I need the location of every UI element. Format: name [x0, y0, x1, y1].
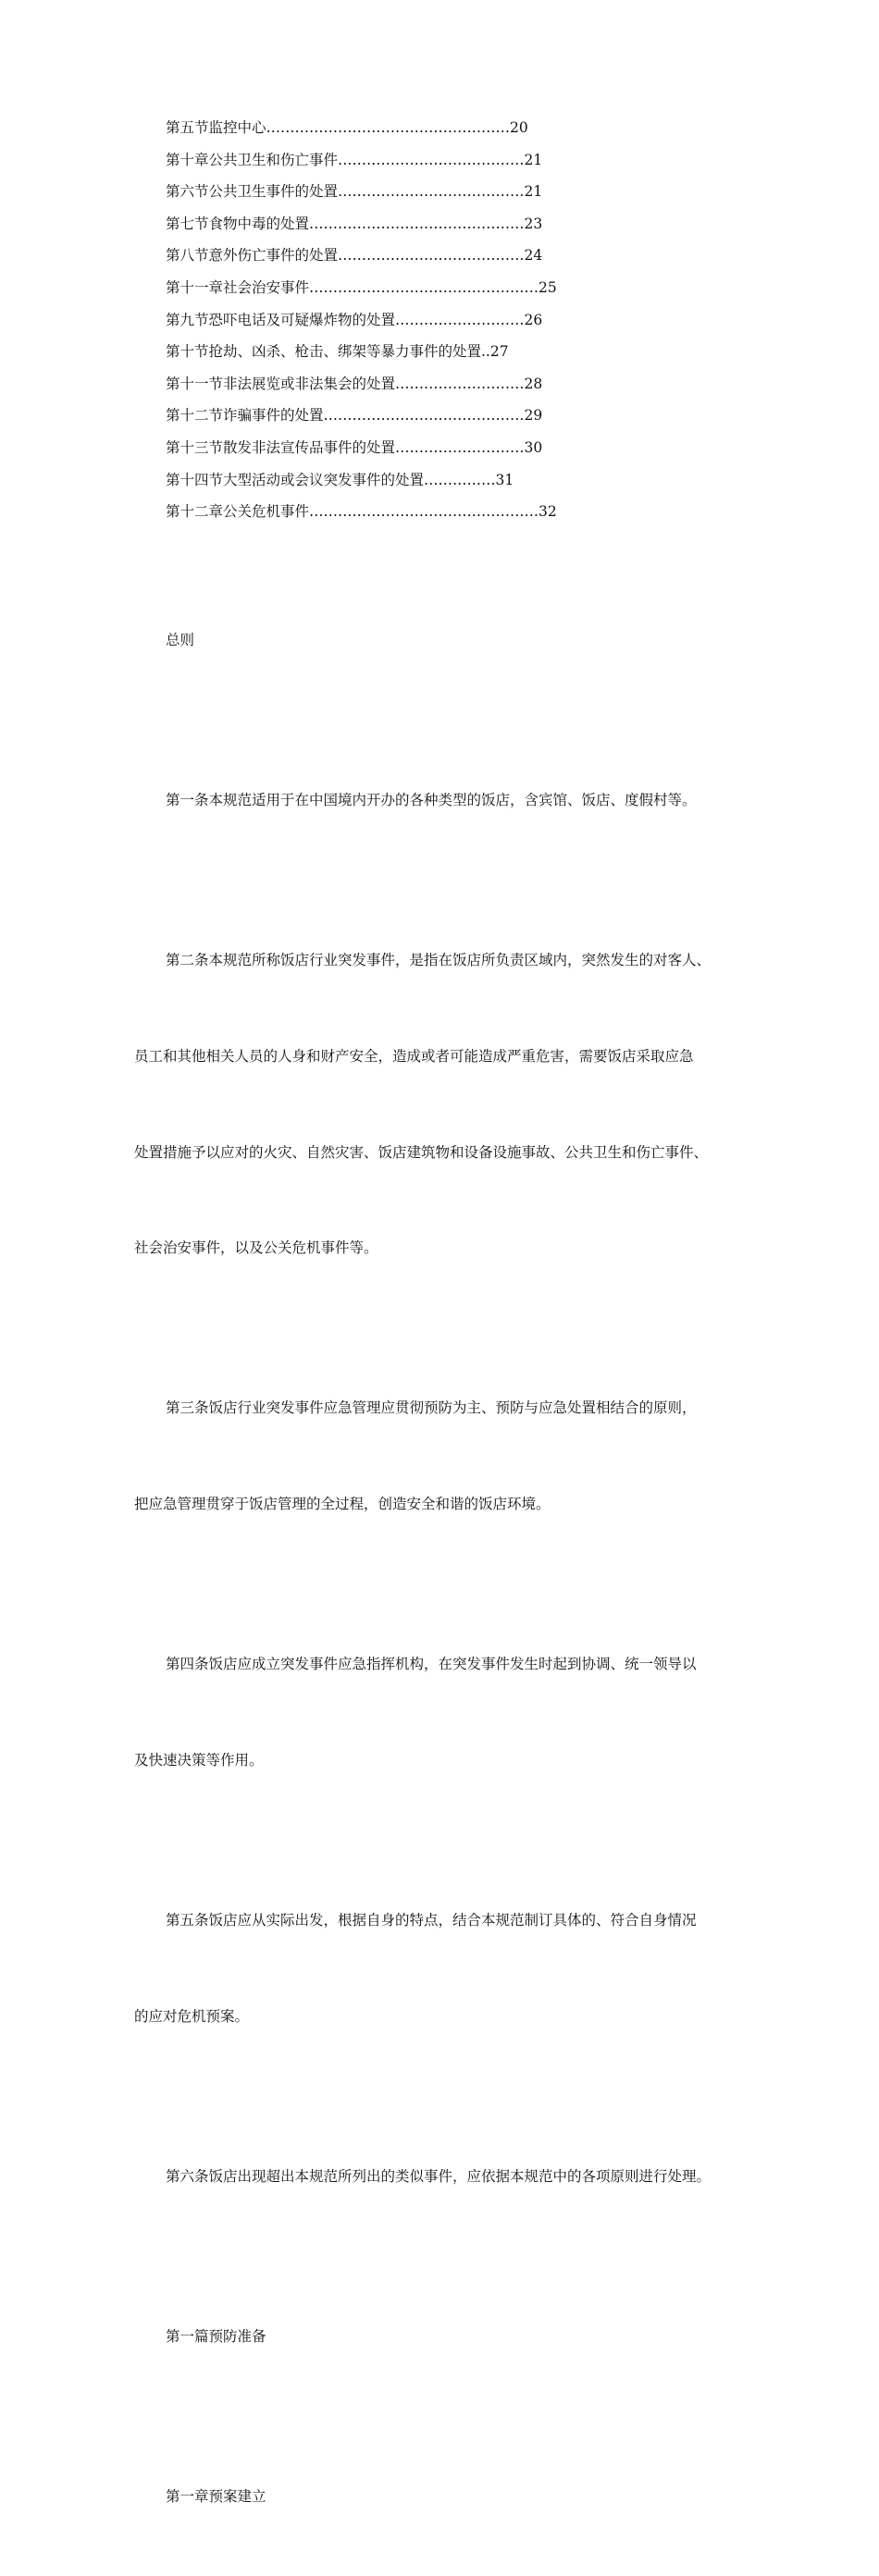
table-of-contents: [166, 115, 758, 531]
toc-entry: 第九节恐吓电话及可疑爆炸物的处置………………………26: [166, 311, 543, 328]
toc-entry: 第十节抢劫、凶杀、枪击、绑架等暴力事件的处置..27: [166, 343, 509, 361]
article-4: 第四条饭店应成立突发事件应急指挥机构，在突发事件发生时起到协调、统一领导以 及快速决策等作用。: [134, 1656, 697, 1769]
article-6: 第六条饭店出现超出本规范所列出的类似事件，应依据本规范中的各项原则进行处理。: [166, 2167, 712, 2185]
toc-entry: 第十二章公关危机事件…………………………………………32: [166, 503, 557, 521]
toc-entry: 第七节食物中毒的处置………………………………………23: [166, 215, 543, 232]
toc-entry: 第十四节大型活动或会议突发事件的处置……………31: [166, 471, 514, 488]
toc-entry: 第八节意外伤亡事件的处置…………………………………24: [166, 247, 543, 265]
toc-entry: 第十三节散发非法宣传品事件的处置………………………30: [166, 438, 543, 456]
article-3: 第三条饭店行业突发事件应急管理应贯彻预防为主、预防与应急处置相结合的原则， 把应急管理贯穿于饭店管理的全过程，创造安全和谐的饭店环境。: [134, 1399, 697, 1513]
toc-entry: 第十章公共卫生和伤亡事件…………………………………21: [166, 151, 543, 168]
toc-entry: 第十二节诈骗事件的处置……………………………………29: [166, 407, 543, 425]
toc-entry: 第十一节非法展览或非法集会的处置………………………28: [166, 375, 543, 392]
article-5: 第五条饭店应从实际出发，根据自身的特点，结合本规范制订具体的、符合自身情况 的应对危机预案。: [134, 1911, 697, 2025]
body-text: [134, 561, 754, 2576]
article-2: 第二条本规范所称饭店行业突发事件，是指在饭店所负责区域内，突然发生的对客人、 员工和其他相关人员的人身和财产安全，造成或者可能造成严重危害，需要饭店采取应急 处置措施予以应对的火灾、自然灾害、饭店建筑物和设备设施事故、公共卫生和伤亡事件、 社会治安事件，以及公关危机事件等。: [134, 952, 712, 1257]
part-heading: 第一篇预防准备: [166, 2327, 266, 2345]
toc-entry: 第十一章社会治安事件…………………………………………25: [166, 278, 557, 296]
toc-entry: 第五节监控中心……………………………………………20: [166, 119, 528, 136]
chapter-heading: 第一章预案建立: [166, 2487, 266, 2505]
toc-entry: 第六节公共卫生事件的处置…………………………………21: [166, 183, 543, 201]
section-heading-general: 总则: [166, 632, 195, 649]
article-1: 第一条本规范适用于在中国境内开办的各种类型的饭店，含宾馆、饭店、度假村等。: [166, 792, 697, 809]
